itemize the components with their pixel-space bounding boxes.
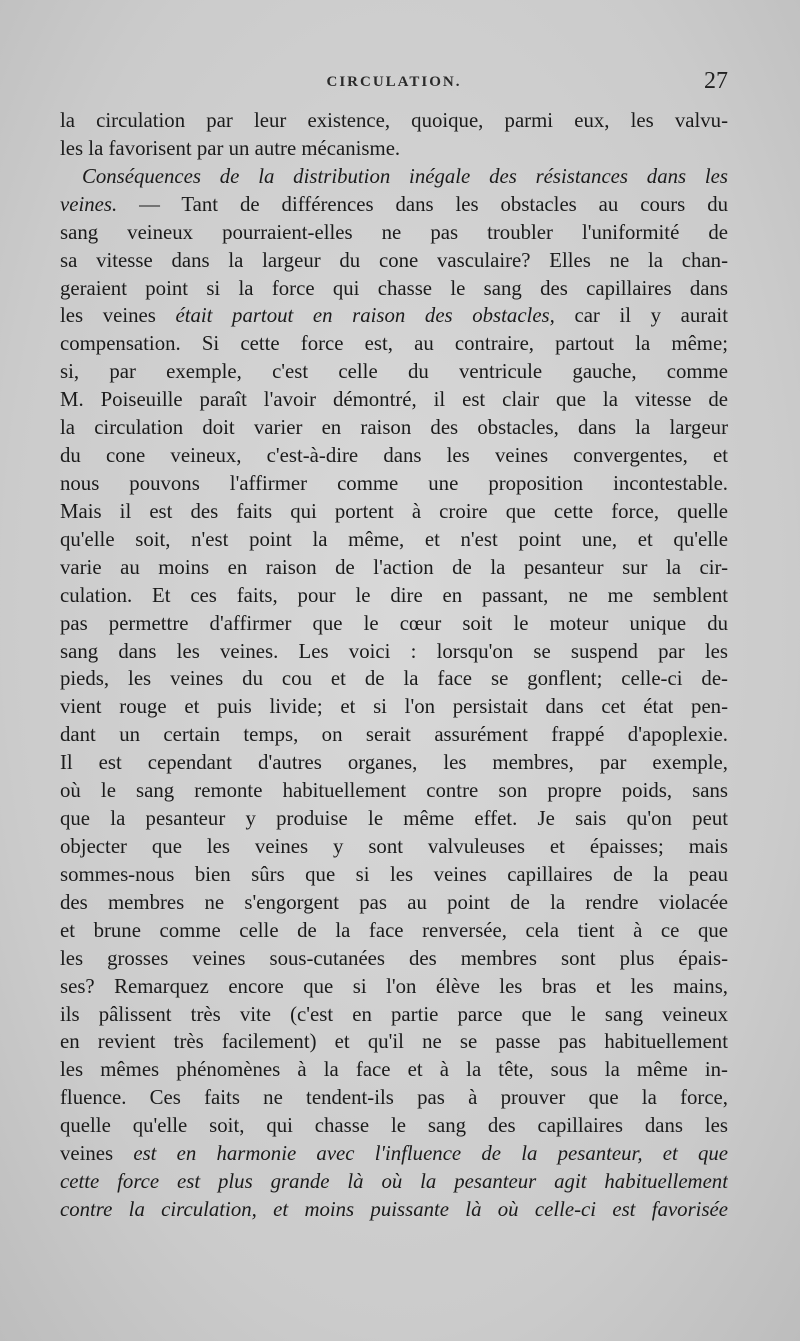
text-segment: pieds, les veines du cou et de la face se gonflent; celle-ci de- <box>60 667 728 691</box>
text-line <box>60 526 728 554</box>
text-segment: car il y aurait <box>554 304 728 328</box>
text-line <box>60 610 728 638</box>
text-line <box>60 414 728 442</box>
text-line <box>60 1112 728 1140</box>
text-segment: fluence. Ces faits ne tendent-ils pas à prouver que la force, <box>60 1086 728 1110</box>
text-line <box>60 302 728 330</box>
text-line <box>60 247 728 275</box>
text-segment: objecter que les veines y sont valvuleuses et épaisses; mais <box>60 834 728 858</box>
text-line <box>60 805 728 833</box>
page-body-text <box>60 107 728 1224</box>
running-title: CIRCULATION. <box>326 74 462 90</box>
italic-text-segment: était partout en raison des obstacles, <box>175 304 555 328</box>
text-segment: sang dans les veines. Les voici : lorsqu'on se suspend par les <box>60 639 728 663</box>
text-segment: Il est cependant d'autres organes, les membres, par exemple, <box>60 751 728 775</box>
text-segment: les mêmes phénomènes à la face et à la tête, sous la même in- <box>60 1058 728 1082</box>
text-segment: — Tant de différences dans les obstacles au cours du <box>117 192 728 216</box>
text-segment: où le sang remonte habituellement contre son propre poids, sans <box>60 779 728 803</box>
text-segment: en revient très facilement) et qu'il ne se passe pas habituellement <box>60 1030 728 1054</box>
text-segment: pas permettre d'affirmer que le cœur soit le moteur unique du <box>60 611 728 635</box>
text-line <box>60 1056 728 1084</box>
text-segment: Mais il est des faits qui portent à croire que cette force, quelle <box>60 499 728 523</box>
text-segment: les la favorisent par un autre mécanisme. <box>60 136 401 160</box>
text-line <box>60 638 728 666</box>
text-segment: varie au moins en raison de l'action de la pesanteur sur la cir- <box>60 555 728 579</box>
text-line <box>60 163 728 191</box>
italic-text-segment: veines. <box>60 192 118 216</box>
text-line <box>60 582 728 610</box>
text-line <box>60 386 728 414</box>
text-line <box>60 1084 728 1112</box>
text-line <box>60 749 728 777</box>
italic-text-segment: Conséquences de la distribution inégale des résistances dans les <box>82 164 728 188</box>
text-segment: vient rouge et puis livide; et si l'on persistait dans cet état pen- <box>60 695 728 719</box>
text-line <box>60 945 728 973</box>
text-line <box>60 889 728 917</box>
italic-text-segment: cette force est plus grande là où la pesanteur agit habituellement <box>60 1170 728 1194</box>
text-line <box>60 470 728 498</box>
text-line <box>60 861 728 889</box>
text-segment: veines <box>60 1142 134 1166</box>
text-segment: la circulation par leur existence, quoique, parmi eux, les valvu- <box>60 109 728 132</box>
text-line <box>60 1028 728 1056</box>
text-segment: M. Poiseuille paraît l'avoir démontré, il est clair que la vitesse de <box>60 388 728 412</box>
italic-text-segment: est en harmonie avec l'influence de la pesanteur, et que <box>133 1142 728 1166</box>
text-line <box>60 330 728 358</box>
text-line <box>60 498 728 526</box>
text-line <box>60 917 728 945</box>
text-segment: que la pesanteur y produise le même effet. Je sais qu'on peut <box>60 807 728 831</box>
text-line <box>60 442 728 470</box>
text-line <box>60 219 728 247</box>
text-segment: du cone veineux, c'est-à-dire dans les veines convergentes, et <box>60 444 728 468</box>
text-segment: et brune comme celle de la face renversée, cela tient à ce que <box>60 918 728 942</box>
text-segment: qu'elle soit, n'est point la même, et n'est point une, et qu'elle <box>60 527 728 551</box>
text-line <box>60 693 728 721</box>
text-segment: ils pâlissent très vite (c'est en partie parce que le sang veineux <box>60 1002 728 1026</box>
text-line <box>60 777 728 805</box>
text-line <box>60 1196 728 1224</box>
text-segment: geraient point si la force qui chasse le sang des capillaires dans <box>60 276 728 300</box>
text-segment: sa vitesse dans la largeur du cone vasculaire? Elles ne la chan- <box>60 248 728 272</box>
text-segment: les grosses veines sous-cutanées des membres sont plus épais- <box>60 946 728 970</box>
text-line <box>60 1140 728 1168</box>
text-line <box>60 973 728 1001</box>
text-segment: sommes-nous bien sûrs que si les veines capillaires de la peau <box>60 862 728 886</box>
text-segment: dant un certain temps, on serait assurément frappé d'apoplexie. <box>60 723 728 747</box>
text-segment: sang veineux pourraient-elles ne pas troubler l'uniformité de <box>60 220 728 244</box>
text-segment: ses? Remarquez encore que si l'on élève les bras et les mains, <box>60 974 728 998</box>
page-header <box>60 68 728 102</box>
text-segment: culation. Et ces faits, pour le dire en passant, ne me semblent <box>60 583 728 607</box>
text-segment: si, par exemple, c'est celle du ventricule gauche, comme <box>60 360 728 384</box>
text-line <box>60 275 728 303</box>
text-segment: les veines <box>60 304 176 328</box>
text-line <box>60 191 728 219</box>
text-line <box>60 1168 728 1196</box>
text-segment: compensation. Si cette force est, au contraire, partout la même; <box>60 332 728 356</box>
text-line <box>60 135 728 163</box>
text-line <box>60 665 728 693</box>
text-line <box>60 833 728 861</box>
text-segment: la circulation doit varier en raison des obstacles, dans la largeur <box>60 416 728 440</box>
text-segment: quelle qu'elle soit, qui chasse le sang des capillaires dans les <box>60 1114 728 1138</box>
text-line <box>60 554 728 582</box>
page-number: 27 <box>704 68 728 94</box>
text-line <box>60 358 728 386</box>
italic-text-segment: contre la circulation, et moins puissante là où celle-ci est favorisée <box>60 1197 728 1221</box>
text-segment: nous pouvons l'affirmer comme une proposition incontestable. <box>60 471 728 495</box>
text-line <box>60 721 728 749</box>
text-line <box>60 107 728 135</box>
text-segment: des membres ne s'engorgent pas au point de la rendre violacée <box>60 890 728 914</box>
text-line <box>60 1001 728 1029</box>
